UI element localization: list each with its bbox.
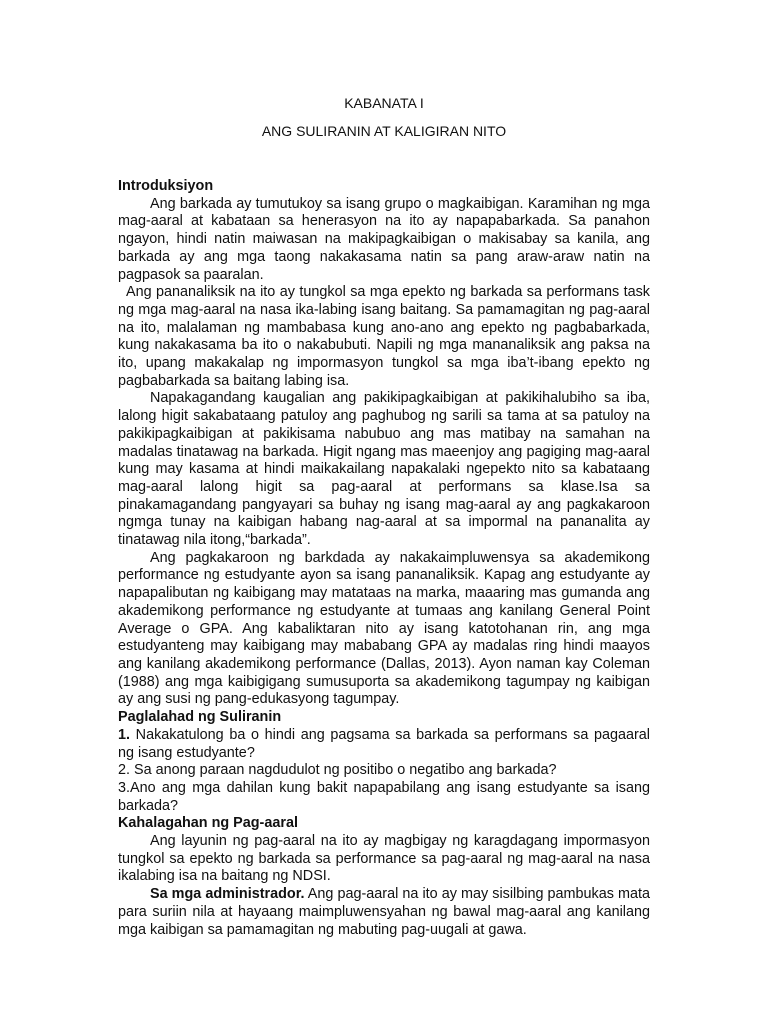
administrador-label: Sa mga administrador.	[150, 886, 305, 903]
administrador-paragraph	[118, 886, 650, 939]
document-body	[118, 178, 650, 939]
intro-paragraph-4: Ang pagkakaroon ng barkdada ay nakakaimpluwensya sa akademikong performance ng estudyante ayon sa isang pananaliksik. Kapag ang estudyante ay napapalibutan ng kaibigang may matataas na marka, maaaring mas gumanda ang akademikong performance ng estudyante at tumaas ang kanilang General Point Average o GPA. Ang kabaliktaran nito ay isang katotohanan rin, ang mga estudyanteng may kaibigang may mababang GPA ay madalas ring hindi maayos ang kanilang akademikong performance (Dallas, 2013). Ayon naman kay Coleman (1988) ang mga kaibigigang sumusuporta sa akademikong tagumpay ng kaibigan ay ang susi ng pang-edukasyong tagumpay.	[118, 549, 650, 708]
suliranin-item-3: 3.Ano ang mga dahilan kung bakit napapabilang ang isang estudyante sa isang barkada?	[118, 779, 650, 814]
suliranin-item-2: 2. Sa anong paraan nagdudulot ng positibo o negatibo ang barkada?	[118, 762, 557, 779]
chapter-title: ANG SULIRANIN AT KALIGIRAN NITO	[261, 123, 507, 139]
introduksiyon-heading: Introduksiyon	[118, 178, 214, 194]
suliranin-item-1-text: Nakakatulong ba o hindi ang pagsama sa barkada sa performans sa pagaaral ng isang estudyante?	[118, 726, 650, 761]
paglalahad-heading: Paglalahad ng Suliranin	[118, 709, 282, 726]
intro-paragraph-3: Napakagandang kaugalian ang pakikipagkaibigan at pakikihalubiho sa iba, lalong higit sakabataang patuloy ang paghubog ng sarili sa tama at sa patuloy na pakikipagkaibigan at pakikisama nabubuo ang mas matibay na samahan na madalas tinatawag na barkada. Higit ngang mas maeenjoy ang pagiging mag-aaral kung may kasama at hindi maikakailang napakalaki ngepekto nito sa kabataang mag-aaral lalong higit sa pag-aaral at performans sa klase.Isa sa pinakamagandang pangyayari sa buhay ng isang mag-aaral ay ang pagkakaroon ngmga tunay na kaibigan habang nag-aaral at sa impormal na pananalita ay tinatawag nila itong,“barkada”.	[118, 390, 650, 549]
suliranin-item-1-number: 1.	[118, 726, 131, 743]
chapter-label: KABANATA I	[344, 95, 424, 111]
intro-paragraph-2: Ang pananaliksik na ito ay tungkol sa mga epekto ng barkada sa performans task ng mga mag-aaral na nasa ika-labing isang baitang. Sa pamamagitan ng pag-aaral na ito, malalaman ng mambabasa kung ano-ano ang epekto ng pagbabarkada, kung nakakasama ba ito o nakabubuti. Napili ng mga mananaliksik ang paksa na ito, upang makakalap ng impormasyon tungkol sa mga iba’t-ibang epekto ng pagbabarkada sa baitang labing isa.	[118, 284, 650, 389]
kahalagahan-heading: Kahalagahan ng Pag-aaral	[118, 815, 298, 832]
kahalagahan-paragraph: Ang layunin ng pag-aaral na ito ay magbigay ng karagdagang impormasyon tungkol sa epekto ng barkada sa performance sa pag-aaral ng mag-aaral na nasa ikalabing isa na baitang ng NDSI.	[118, 833, 650, 885]
intro-paragraph-1: Ang barkada ay tumutukoy sa isang grupo o magkaibigan. Karamihan ng mga mag-aaral at kabataan sa henerasyon na ito ay napapabarkada. Sa panahon ngayon, hindi natin maiwasan na makipagkaibigan o makisabay sa kanila, ang barkada ay ang mga taong nakakasama natin sa pang araw-araw natin na pagpasok sa paaralan.	[118, 195, 650, 283]
suliranin-item-1	[118, 727, 650, 762]
administrador-text: Ang pag-aaral na ito ay may sisilbing pambukas mata para suriin nila at hayaang maimpluwensyahan ng bawal mag-aaral ang kanilang mga kaibigan sa pamamagitan ng mabuting pag-uugali at gawa.	[118, 886, 650, 938]
